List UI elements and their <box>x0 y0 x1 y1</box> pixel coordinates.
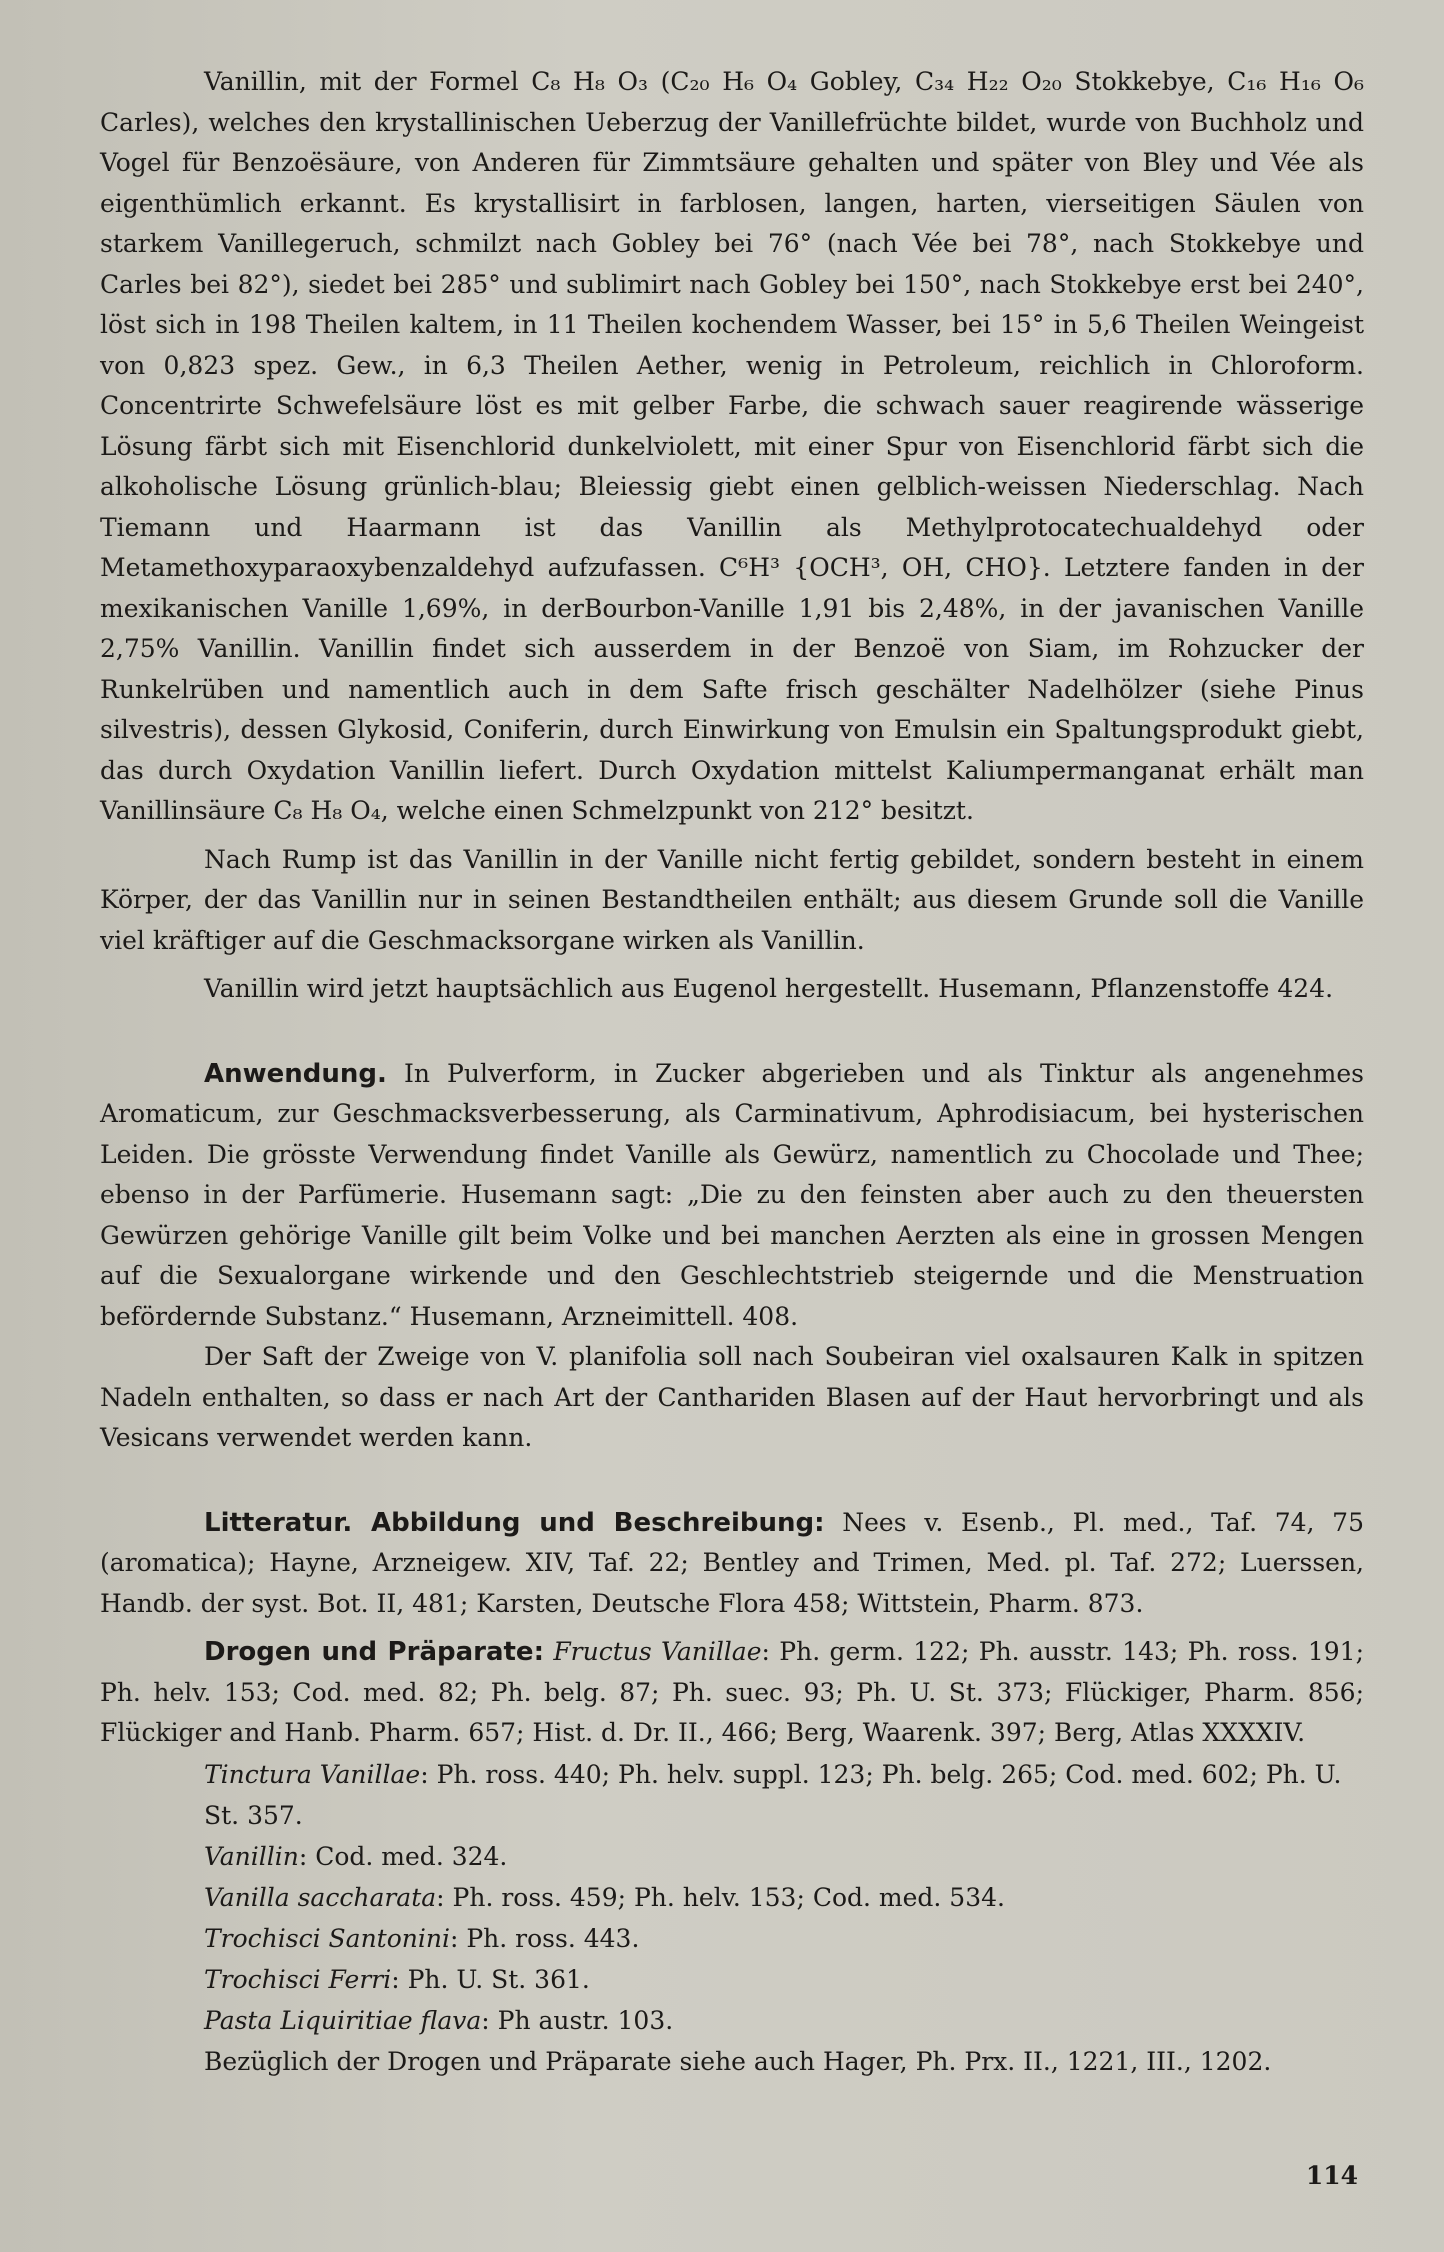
preparation-name: Vanilla saccharata <box>204 1882 437 1912</box>
preparation-name: Tinctura Vanillae <box>204 1759 421 1789</box>
preparation-refs: Ph. ross. 443. <box>466 1923 640 1953</box>
litteratur-text: Nees v. Esenb., Pl. med., Taf. 74, 75 (aromatica); Hayne, Arzneigew. XIV, Taf. 22; Bentley and Trimen, Med. pl. Taf. 272; Luerssen, Handb. der syst. Bot. II, 481; Karsten, Deutsche Flora 458; Wittstein, Pharm. 873. <box>100 1507 1364 1618</box>
preparation-name: Trochisci Santonini <box>204 1923 450 1953</box>
paragraph-eugenol: Vanillin wird jetzt hauptsächlich aus Eugenol hergestellt. Husemann, Pflanzenstoffe 424. <box>204 974 1334 1003</box>
paragraph-planifolia: Der Saft der Zweige von V. planifolia soll nach Soubeiran viel oxalsauren Kalk in spitzen Nadeln enthalten, so dass er nach Art der Canthariden Blasen auf der Haut hervorbringt und als Vesicans verwendet werden kann. <box>100 1342 1364 1452</box>
preparation-refs: Ph austr. 103. <box>497 2005 674 2035</box>
preparation-name: Trochisci Ferri <box>204 1964 392 1994</box>
anwendung-text: In Pulverform, in Zucker abgerieben und als Tinktur als angenehmes Aromaticum, zur Geschmacksverbesserung, als Carminativum, Aphrodisiacum, bei hysterischen Leiden. Die grösste Verwendung findet Vanille als Gewürz, namentlich zu Chocolade und Thee; ebenso in der Parfümerie. Husemann sagt: „Die zu den feinsten aber auch zu den theuersten Gewürzen gehörige Vanille gilt beim Volke und bei manchen Aerzten als eine in grossen Mengen auf die Sexualorgane wirkende und den Geschlechtstrieb steigernde und die Menstruation befördernde Substanz.“ Husemann, Arzneimittell. 408. <box>100 1058 1364 1331</box>
preparation-refs: Cod. med. 324. <box>315 1841 508 1871</box>
preparation-item: Pasta Liquiritiae flava: Ph austr. 103. <box>204 2005 674 2035</box>
paragraph-litteratur <box>100 1503 1364 1625</box>
preparation-name: Vanillin <box>204 1841 299 1871</box>
preparation-refs: Ph. ross. 440; Ph. helv. suppl. 123; Ph. belg. 265; Cod. med. 602; Ph. U. St. 357. <box>204 1759 1342 1830</box>
drogen-first-text: Ph. germ. 122; Ph. ausstr. 143; Ph. ross. 191; Ph. helv. 153; Cod. med. 82; Ph. belg. 87; Ph. suec. 93; Ph. U. St. 373; Flückiger, Pharm. 856; Flückiger and Hanb. Pharm. 657; Hist. d. Dr. II., 466; Berg, Waarenk. 397; Berg, Atlas XXXXIV. <box>100 1637 1364 1747</box>
preparation-name: Pasta Liquiritiae flava <box>204 2005 482 2035</box>
preparation-item: Tinctura Vanillae: Ph. ross. 440; Ph. helv. suppl. 123; Ph. belg. 265; Cod. med. 602; Ph. U. St. 357. <box>204 1759 1342 1830</box>
preparation-refs: Ph. U. St. 361. <box>407 1964 590 1994</box>
litteratur-section <box>100 1503 1364 2082</box>
paragraph-rump: Nach Rump ist das Vanillin in der Vanille nicht fertig gebildet, sondern besteht in einem Körper, der das Vanillin nur in seinen Bestandtheilen enthält; aus diesem Grunde soll die Vanille viel kräftiger auf die Geschmacksorgane wirken als Vanillin. <box>100 844 1364 955</box>
chemistry-section <box>100 62 1364 1010</box>
preparation-item: Vanilla saccharata: Ph. ross. 459; Ph. helv. 153; Cod. med. 534. <box>204 1882 1005 1912</box>
closing-note: Bezüglich der Drogen und Präparate siehe auch Hager, Ph. Prx. II., 1221, III., 1202. <box>204 2046 1272 2076</box>
preparation-item: Vanillin: Cod. med. 324. <box>204 1841 508 1871</box>
paragraph-drogen: Drogen und Präparate: Fructus Vanillae: Ph. germ. 122; Ph. ausstr. 143; Ph. ross. 191; Ph. helv. 153; Cod. med. 82; Ph. belg. 87; Ph. suec. 93; Ph. U. St. 373; Flückiger, Pharm. 856; Flückiger and Hanb. Pharm. 657; Hist. d. Dr. II., 466; Berg, Waarenk. 397; Berg, Atlas XXXXIV. <box>100 1637 1364 1747</box>
preparations-list <box>100 1754 1364 2082</box>
drogen-first-item: Fructus Vanillae <box>553 1637 762 1666</box>
anwendung-heading: Anwendung. <box>204 1058 387 1089</box>
preparation-item: Trochisci Santonini: Ph. ross. 443. <box>204 1923 640 1953</box>
anwendung-section <box>100 1054 1364 1459</box>
paragraph-vanillin-chemistry: Vanillin, mit der Formel C₈ H₈ O₃ (C₂₀ H₆ O₄ Gobley, C₃₄ H₂₂ O₂₀ Stokkebye, C₁₆ H₁₆ O₆ Carles), welches den krystallinischen Ueberzug der Vanillefrüchte bildet, wurde von Buchholz und Vogel für Benzoësäure, von Anderen für Zimmtsäure gehalten und später von Bley und Vée als eigenthümlich erkannt. Es krystallisirt in farblosen, langen, harten, vierseitigen Säulen von starkem Vanillegeruch, schmilzt nach Gobley bei 76° (nach Vée bei 78°, nach Stokkebye und Carles bei 82°), siedet bei 285° und sublimirt nach Gobley bei 150°, nach Stokkebye erst bei 240°, löst sich in 198 Theilen kaltem, in 11 Theilen kochendem Wasser, bei 15° in 5,6 Theilen Weingeist von 0,823 spez. Gew., in 6,3 Theilen Aether, wenig in Petroleum, reichlich in Chloroform. Concentrirte Schwefelsäure löst es mit gelber Farbe, die schwach sauer reagirende wässerige Lösung färbt sich mit Eisenchlorid dunkelviolett, mit einer Spur von Eisenchlorid färbt sich die alkoholische Lösung grünlich-blau; Bleiessig giebt einen gelblich-weissen Niederschlag. Nach Tiemann und Haarmann ist das Vanillin als Methylprotocatechualdehyd oder Metamethoxyparaoxybenzaldehyd aufzufassen. C⁶H³ {OCH³, OH, CHO}. Letztere fanden in der mexikanischen Vanille 1,69%, in derBourbon-Vanille 1,91 bis 2,48%, in der javanischen Vanille 2,75% Vanillin. Vanillin findet sich ausserdem in der Benzoë von Siam, im Rohzucker der Runkelrüben und namentlich auch in dem Safte frisch geschälter Nadelhölzer (siehe Pinus silvestris), dessen Glykosid, Coniferin, durch Einwirkung von Emulsin ein Spaltungsprodukt giebt, das durch Oxydation Vanillin liefert. Durch Oxydation mittelst Kaliumpermanganat erhält man Vanillinsäure C₈ H₈ O₄, welche einen Schmelzpunkt von 212° besitzt. <box>100 67 1364 825</box>
preparation-refs: Ph. ross. 459; Ph. helv. 153; Cod. med. 534. <box>452 1882 1005 1912</box>
paragraph-anwendung <box>100 1054 1364 1338</box>
preparation-item: Trochisci Ferri: Ph. U. St. 361. <box>204 1964 590 1994</box>
litteratur-heading: Litteratur. Abbildung und Beschreibung: <box>204 1507 825 1538</box>
page-number: 114 <box>1305 2161 1358 2190</box>
drogen-heading: Drogen und Präparate: <box>204 1637 544 1667</box>
